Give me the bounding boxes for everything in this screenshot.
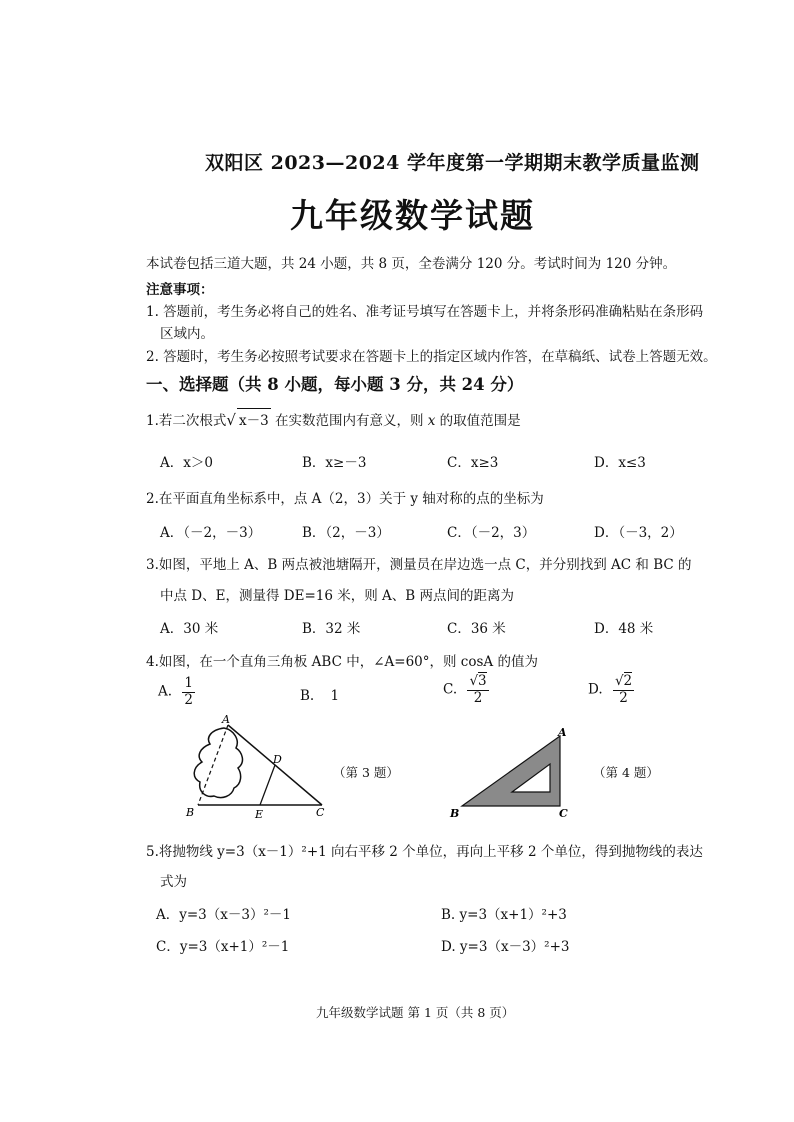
question-3-line-2: 中点 D、E，测量得 DE=16 米，则 A、B 两点间的距离为 <box>160 588 514 604</box>
q4-option-b <box>300 688 339 704</box>
question-1 <box>146 408 521 429</box>
q1-text-post2: 的取值范围是 <box>439 413 521 429</box>
q4-a-denominator: 2 <box>184 691 193 708</box>
q5-option-d: D. y=3（x－3）²+3 <box>441 939 570 955</box>
q1-radicand: x－3 <box>237 408 271 429</box>
fig4-label-c: C <box>559 807 568 820</box>
section-heading: 一、选择题（共 8 小题，每小题 3 分，共 24 分） <box>146 375 524 394</box>
exam-intro: 本试卷包括三道大题，共 24 小题，共 8 页，全卷满分 120 分。考试时间为 120 分钟。 <box>146 256 677 272</box>
q4-option-a-fraction <box>182 676 195 708</box>
q4-option-d-fraction <box>613 674 634 706</box>
q1-text-post: 在实数范围内有意义，则 <box>274 413 424 429</box>
figure-3-caption: （第 3 题） <box>333 765 399 780</box>
figure-4-caption: （第 4 题） <box>593 765 659 780</box>
note-item-1-cont: 区域内。 <box>160 326 214 342</box>
q4-option-c-label: C. <box>443 681 458 698</box>
note-item-1: 1. 答题前，考生务必将自己的姓名、准考证号填写在答题卡上，并将条形码准确粘贴在条形码 <box>146 304 704 320</box>
q5-option-c: C．y=3（x+1）²－1 <box>156 939 290 955</box>
q4-c-denominator: 2 <box>473 689 483 706</box>
question-4: 4.如图，在一个直角三角板 ABC 中，∠A=60°，则 cosA 的值为 <box>146 654 538 670</box>
exam-school-title: 双阳区 2023—2024 学年度第一学期期末教学质量监测 <box>205 152 700 174</box>
question-5-line-2: 式为 <box>160 874 187 890</box>
segment-de <box>260 765 275 805</box>
fig3-label-e: E <box>255 808 264 821</box>
set-square-shape <box>462 736 560 806</box>
question-2: 2.在平面直角坐标系中，点 A（2，3）关于 y 轴对称的点的坐标为 <box>146 491 544 507</box>
note-item-2: 2. 答题时，考生务必按照考试要求在答题卡上的指定区域内作答，在草稿纸、试卷上答题无效。 <box>146 349 717 365</box>
q4-option-b-label: B. <box>300 688 315 704</box>
q1-option-a: A．x＞0 <box>160 455 213 471</box>
figure-4-set-square-diagram <box>448 724 578 820</box>
radical-sign: √ <box>226 411 236 429</box>
q1-var: x <box>427 413 436 429</box>
q3-option-a: A．30 米 <box>160 621 219 637</box>
fig3-label-d: D <box>273 753 282 766</box>
q4-option-b-value: 1 <box>330 688 340 704</box>
q5-option-a: A．y=3（x－3）²－1 <box>156 907 291 923</box>
q4-option-a <box>158 676 195 708</box>
pond-outline <box>194 728 242 798</box>
question-3-line-1: 3.如图，平地上 A、B 两点被池塘隔开，测量员在岸边选一点 C，并分别找到 AC 和 BC 的 <box>146 557 692 573</box>
figure-3-pond-diagram <box>180 712 340 824</box>
page-title: 九年级数学试题 <box>290 196 535 235</box>
question-5-line-1: 5.将抛物线 y=3（x－1）²+1 向右平移 2 个单位，再向上平移 2 个单位，得到抛物线的表达 <box>146 844 703 860</box>
q2-option-b: B．（2，－3） <box>302 525 390 541</box>
q1-option-b: B．x≥－3 <box>302 455 367 471</box>
fig4-label-b: B <box>450 807 460 820</box>
q4-option-a-label: A. <box>158 683 173 700</box>
q4-a-numerator: 1 <box>184 675 193 691</box>
q2-option-d: D．（－3，2） <box>594 525 683 541</box>
fig4-label-a: A <box>558 726 567 739</box>
q2-option-c: C．（－2，3） <box>447 525 536 541</box>
q1-text-pre: 1.若二次根式 <box>146 413 227 429</box>
q4-option-c <box>443 674 489 706</box>
q2-option-a: A．（－2，－3） <box>160 525 262 541</box>
q4-d-numerator: √2 <box>614 673 633 689</box>
q4-option-d-label: D. <box>588 681 603 698</box>
notes-heading: 注意事项： <box>146 282 214 298</box>
page-footer: 九年级数学试题 第 1 页（共 8 页） <box>316 1005 515 1020</box>
q4-option-c-fraction <box>467 674 488 706</box>
fig3-label-c: C <box>316 806 325 819</box>
q5-option-b: B. y=3（x+1）²+3 <box>441 907 567 923</box>
q3-option-b: B．32 米 <box>302 621 361 637</box>
q1-option-c: C．x≥3 <box>447 455 499 471</box>
q3-option-d: D．48 米 <box>594 621 654 637</box>
fig3-label-a: A <box>222 713 230 726</box>
q3-option-c: C．36 米 <box>447 621 506 637</box>
q4-c-numerator: √3 <box>469 673 487 689</box>
q4-d-denominator: 2 <box>619 689 628 706</box>
q4-option-d <box>588 674 634 706</box>
fig3-label-b: B <box>186 806 195 819</box>
q1-option-d: D．x≤3 <box>594 455 646 471</box>
